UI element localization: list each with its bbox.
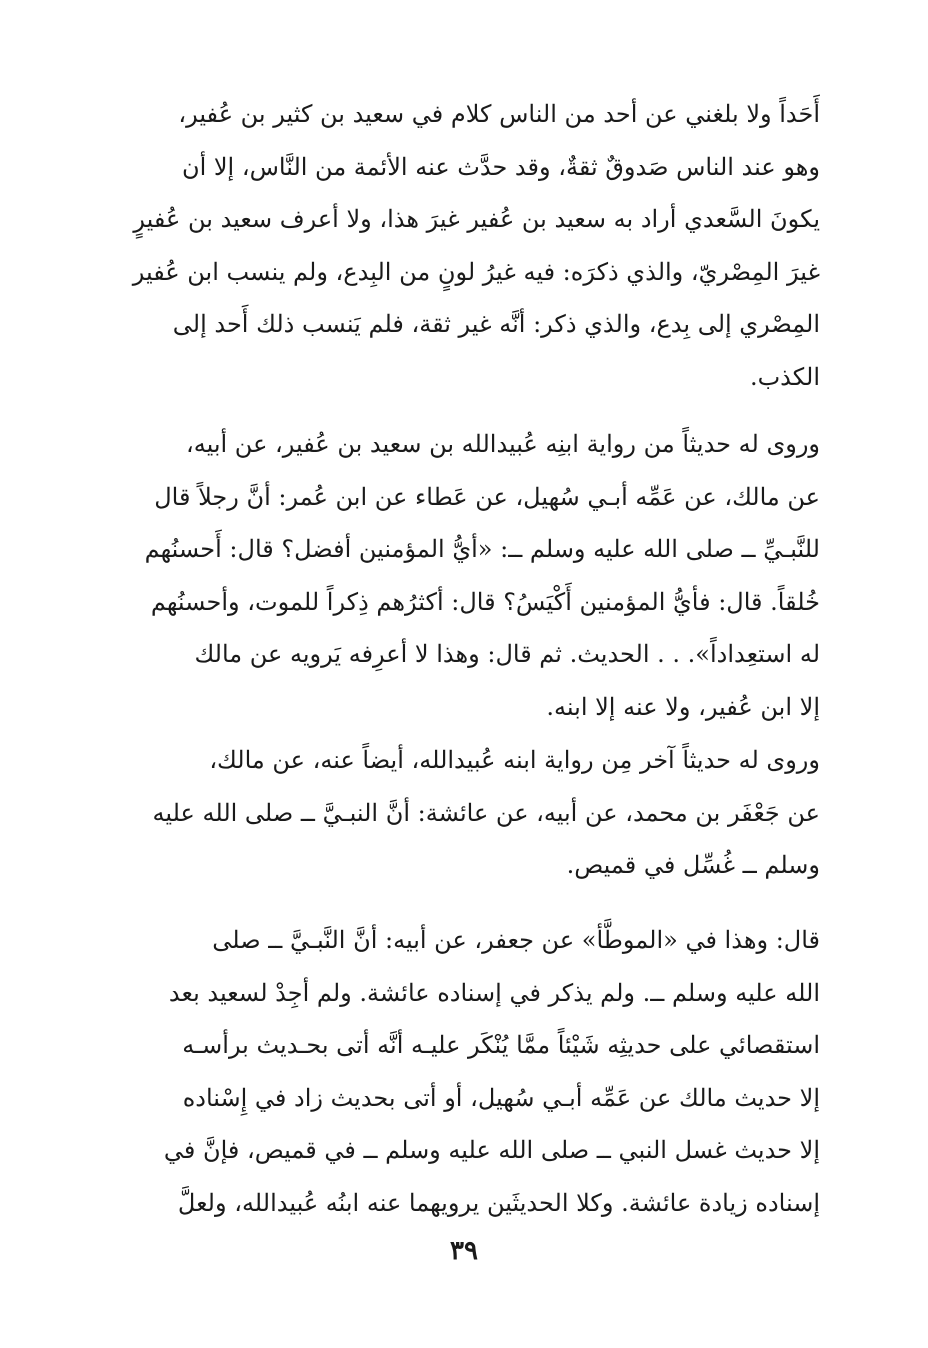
text-line: للنَّبـيِّ ــ صلى الله عليه وسلم ــ: «أيُّ المؤمنين أفضل؟ قال: أَحسنُهم xyxy=(144,535,820,564)
paragraph-4 xyxy=(118,914,820,1230)
text-line: قال: وهذا في «الموطَّأ» عن جعفر، عن أبيه: أنَّ النَّبـيَّ ــ صلى xyxy=(212,926,820,954)
paragraph-1 xyxy=(118,88,820,404)
paragraph-2 xyxy=(118,418,820,734)
text-line: الكذب. xyxy=(749,362,820,391)
text-line: له استعِداداً». . . الحديث. ثم قال: وهذا لا أعرِفه يَرويه عن مالك xyxy=(194,640,820,669)
text-line: وسلم ــ غُسِّل في قميص. xyxy=(566,851,820,880)
text-line: وهو عند الناس صَدوقٌ ثقةٌ، وقد حدَّث عنه الأئمة من النَّاس، إلا أن xyxy=(181,152,820,181)
text-line: عن مالك، عن عَمِّه أبـي سُهيل، عن عَطاء عن ابن عُمر: أنَّ رجلاً قال xyxy=(154,482,820,511)
text-line: غيرَ المِصْريّ، والذي ذكرَه: فيه غيرُ لونٍ من البِدع، ولم ينسب ابن عُفير xyxy=(132,257,820,286)
text-line: أَحَداً ولا بلغني عن أحد من الناس كلام في سعيد بن كثير بن عُفير، xyxy=(178,100,820,128)
text-line: إلا حديث مالك عن عَمِّه أبـي سُهيل، أو أتى بحديث زاد في إِسْناده xyxy=(182,1083,820,1112)
text-line: الله عليه وسلم ــ. ولم يذكر في إسناده عائشة. ولم أجِدْ لسعيد بعد xyxy=(168,978,820,1007)
text-line: المِصْري إلى بِدع، والذي ذكر: أنَّه غير ثقة، فلم يَنسب ذلك أَحد إلى xyxy=(172,310,820,339)
text-line: إسناده زيادة عائشة. وكلا الحديثَين يرويهما عنه ابنُه عُبيدالله، ولعلَّ xyxy=(177,1188,820,1217)
text-line: خُلقاً. قال: فأيُّ المؤمنين أَكْيَسُ؟ قال: أكثرُهم ذِكراً للموت، وأحسنُهم xyxy=(150,587,820,616)
text-line: عن جَعْفَر بن محمد، عن أبيه، عن عائشة: أنَّ النبـيَّ ــ صلى الله عليه xyxy=(152,798,820,827)
text-line: يكونَ السَّعدي أراد به سعيد بن عُفير غيرَ هذا، ولا أعرف سعيد بن عُفيرٍ xyxy=(133,205,820,234)
paragraph-3 xyxy=(118,734,820,892)
page-number: ٣٩ xyxy=(450,1236,478,1266)
text-line: وروى له حديثاً من رواية ابنِه عُبيدالله بن سعيد بن عُفير، عن أبيه، xyxy=(185,430,820,458)
text-line: إلا ابن عُفير، ولا عنه إلا ابنه. xyxy=(546,692,820,721)
text-line: استقصائي على حديثِه شَيْئاً ممَّا يُنْكَر عليـه أنَّه أتى بحـديث برأسـه xyxy=(182,1031,820,1060)
text-line: إلا حديث غسل النبي ــ صلى الله عليه وسلم ــ في قميص، فإنَّ في xyxy=(163,1136,820,1165)
text-line: وروى له حديثاً آخر مِن رواية ابنه عُبيدالله، أيضاً عنه، عن مالك، xyxy=(209,746,820,774)
